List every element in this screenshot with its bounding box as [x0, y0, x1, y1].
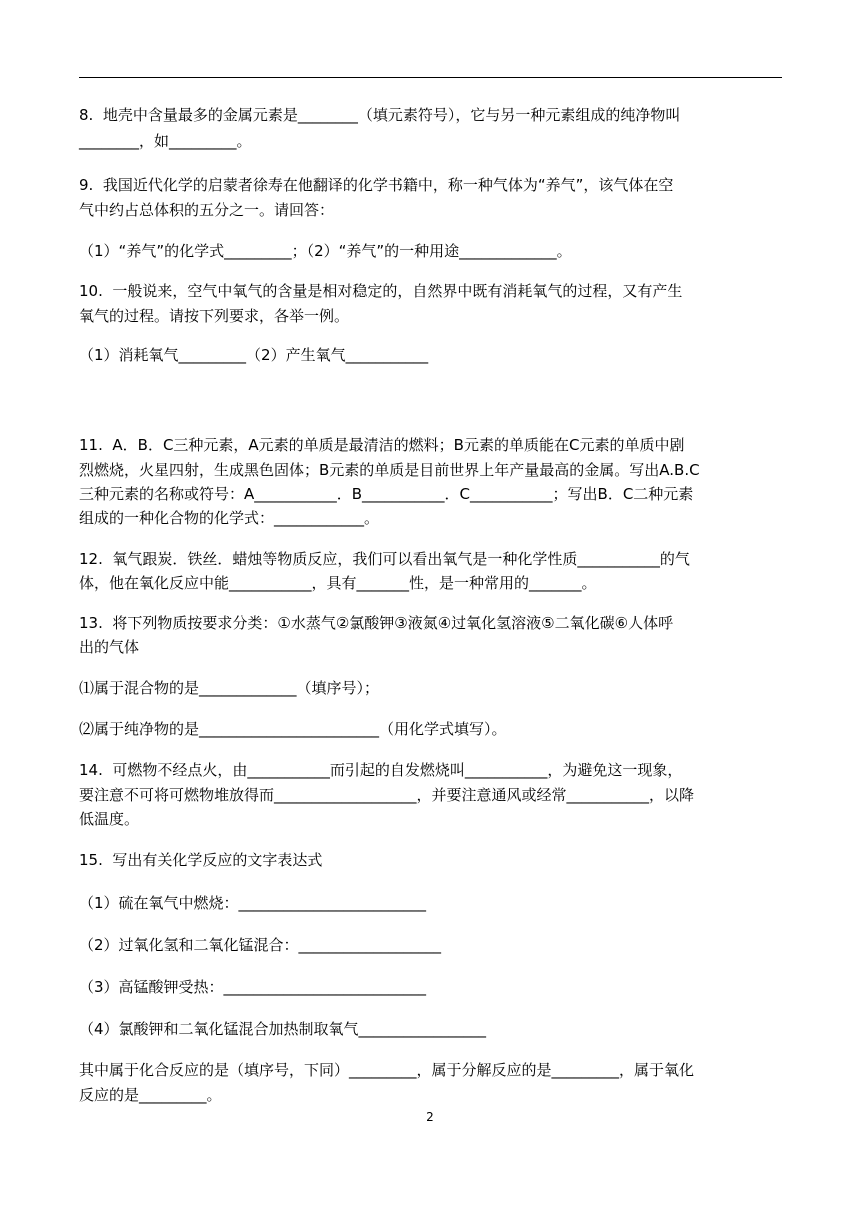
question-11-line-4: 组成的一种化合物的化学式：____________。	[79, 509, 380, 527]
page-number: 2	[426, 1110, 434, 1124]
question-14-line-2: 要注意不可将可燃物堆放得而___________________，并要注意通风或经常___________，以降	[79, 786, 695, 804]
question-8-line-1: 8. 地壳中含量最多的金属元素是________（填元素符号），它与另一种元素组成的纯净物叫	[79, 106, 681, 124]
question-9-line-3: （1）“养气”的化学式_________；（2）“养气”的一种用途_____________。	[79, 242, 572, 260]
question-8-line-2: ________，如_________。	[79, 132, 252, 150]
question-10-line-2: 氧气的过程。请按下列要求，各举一例。	[79, 307, 350, 325]
question-15-line-2: 其中属于化合反应的是（填序号，下同）_________，属于分解反应的是_________，属于氧化	[79, 1061, 695, 1079]
question-10-line-1: 10. 一般说来，空气中氧气的含量是相对稳定的，自然界中既有消耗氧气的过程，又有产生	[79, 282, 683, 300]
question-11-line-3: 三种元素的名称或符号：A___________．B___________．C___________；写出B．C二种元素	[79, 485, 694, 503]
question-12-line-2: 体，他在氧化反应中能___________，具有_______性，是一种常用的_______。	[79, 574, 597, 592]
question-15-sub-2: （2）过氧化氢和二氧化锰混合：___________________	[79, 936, 442, 954]
header-rule	[79, 77, 782, 78]
question-11-line-1: 11. A．B．C三种元素，A元素的单质是最清洁的燃料；B元素的单质能在C元素的单质中剧	[79, 436, 685, 454]
question-13-line-1: 13. 将下列物质按要求分类：①水蒸气②氯酸钾③液氮④过氧化氢溶液⑤二氧化碳⑥人体呼	[79, 614, 674, 632]
question-10-line-3: （1）消耗氧气_________（2）产生氧气___________	[79, 346, 429, 364]
question-15-line-3: 反应的是_________。	[79, 1086, 222, 1104]
question-13-line-3: ⑴属于混合物的是_____________（填序号）；	[79, 679, 380, 697]
question-15-sub-4: （4）氯酸钾和二氧化锰混合加热制取氧气_________________	[79, 1020, 487, 1038]
question-12-line-1: 12. 氧气跟炭．铁丝．蜡烛等物质反应，我们可以看出氧气是一种化学性质___________的气	[79, 550, 690, 568]
question-15-sub-1: （1）硫在氧气中燃烧：_________________________	[79, 894, 427, 912]
question-9-line-2: 气中约占总体积的五分之一。请回答：	[79, 201, 335, 219]
question-13-line-4: ⑵属于纯净物的是________________________（用化学式填写）。	[79, 720, 507, 738]
question-11-line-2: 烈燃烧，火星四射，生成黑色固体；B元素的单质是目前世界上年产量最高的金属。写出A.B.C	[79, 461, 700, 479]
question-14-line-1: 14. 可燃物不经点火，由___________而引起的自发燃烧叫___________，为避免这一现象，	[79, 761, 683, 779]
question-15-line-1: 15. 写出有关化学反应的文字表达式	[79, 851, 323, 869]
question-13-line-2: 出的气体	[79, 638, 140, 656]
question-15-sub-3: （3）高锰酸钾受热：___________________________	[79, 978, 427, 996]
question-9-line-1: 9. 我国近代化学的启蒙者徐寿在他翻译的化学书籍中，称一种气体为“养气”，该气体在空	[79, 176, 674, 194]
question-14-line-3: 低温度。	[79, 810, 140, 828]
